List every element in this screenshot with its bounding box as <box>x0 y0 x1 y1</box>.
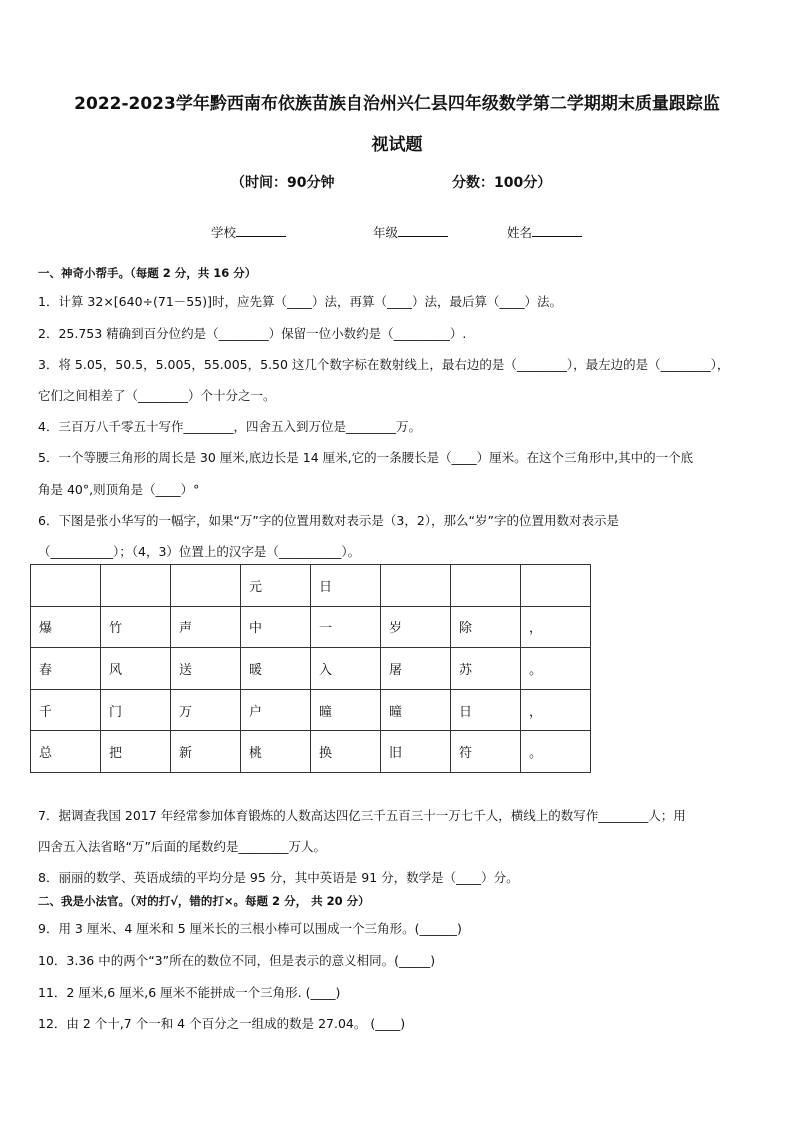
question-1: 1．计算 32×[640÷(71－55)]时，应先算（____）法，再算（____）法，最后算（____）法。 <box>38 294 562 309</box>
grid-cell <box>101 565 171 607</box>
grid-row <box>31 648 591 690</box>
grid-cell: 风 <box>101 648 171 690</box>
section-1-heading: 一、神奇小帮手。（每题 2 分，共 16 分） <box>38 266 257 280</box>
grid-row <box>31 606 591 648</box>
grid-cell <box>521 565 591 607</box>
grade-field <box>373 223 448 241</box>
exam-time: （时间：90分钟 <box>231 175 335 191</box>
grid-cell: 总 <box>31 731 101 773</box>
grid-row <box>31 689 591 731</box>
grid-cell: 一 <box>311 606 381 648</box>
question-7-cont: 四舍五入法省略“万”后面的尾数约是________万人。 <box>38 839 326 854</box>
school-blank <box>236 224 286 237</box>
school-field <box>211 223 286 241</box>
question-10: 10．3.36 中的两个“3”所在的数位不同，但是表示的意义相同。(_____) <box>38 953 436 968</box>
grid-cell: 曈 <box>311 689 381 731</box>
grid-cell <box>451 565 521 607</box>
question-6: 6．下图是张小华写的一幅字，如果“万”字的位置用数对表示是（3，2），那么“岁”字的位置用数对表示是 <box>38 513 620 528</box>
grid-cell: 竹 <box>101 606 171 648</box>
grid-cell: 千 <box>31 689 101 731</box>
grid-cell: 万 <box>171 689 241 731</box>
grid-cell: 日 <box>311 565 381 607</box>
question-8: 8．丽丽的数学、英语成绩的平均分是 95 分，其中英语是 91 分，数学是（____）分。 <box>38 870 519 885</box>
question-9: 9．用 3 厘米、4 厘米和 5 厘米长的三根小棒可以围成一个三角形。(______) <box>38 921 462 936</box>
grid-cell: 旧 <box>381 731 451 773</box>
exam-score: 分数：100分） <box>452 175 552 191</box>
grid-cell: 暖 <box>241 648 311 690</box>
grid-cell: 入 <box>311 648 381 690</box>
grid-cell: 中 <box>241 606 311 648</box>
grid-cell: 苏 <box>451 648 521 690</box>
grid-cell: 岁 <box>381 606 451 648</box>
grid-cell: 门 <box>101 689 171 731</box>
grid-cell <box>171 565 241 607</box>
grid-cell: 曈 <box>381 689 451 731</box>
grid-cell: ， <box>521 606 591 648</box>
grid-row <box>31 731 591 773</box>
grid-cell: 。 <box>521 648 591 690</box>
grid-cell: 屠 <box>381 648 451 690</box>
grade-blank <box>398 224 448 237</box>
grid-cell: 。 <box>521 731 591 773</box>
grid-cell: 送 <box>171 648 241 690</box>
grid-cell: ， <box>521 689 591 731</box>
grid-cell: 把 <box>101 731 171 773</box>
school-label: 学校 <box>211 225 237 240</box>
character-grid <box>30 564 591 773</box>
question-6-cont: （__________）；（4，3）位置上的汉字是（__________）。 <box>38 544 361 559</box>
section-2-heading: 二、我是小法官。（对的打√，错的打×。每题 2 分， 共 20 分） <box>38 894 370 908</box>
question-7: 7．据调查我国 2017 年经常参加体育锻炼的人数高达四亿三千五百三十一万七千人，横线上的数写作________人；用 <box>38 808 686 823</box>
grid-cell: 换 <box>311 731 381 773</box>
grid-row <box>31 565 591 607</box>
question-3: 3．将 5.05，50.5，5.005，55.005，5.50 这几个数字标在数射线上，最右边的是（________），最左边的是（________）， <box>38 357 730 372</box>
grid-cell: 春 <box>31 648 101 690</box>
question-2: 2．25.753 精确到百分位约是（________）保留一位小数约是（_________）. <box>38 326 467 341</box>
question-4: 4．三百万八千零五十写作________，四舍五入到万位是________万。 <box>38 419 421 434</box>
grid-cell <box>381 565 451 607</box>
title-line-1: 2022-2023学年黔西南布依族苗族自治州兴仁县四年级数学第二学期期末质量跟踪监 <box>74 94 720 114</box>
name-field <box>507 223 582 241</box>
grid-cell: 爆 <box>31 606 101 648</box>
question-5-cont: 角是 40°,则顶角是（____）° <box>38 482 200 497</box>
question-3-cont: 它们之间相差了（________）个十分之一。 <box>38 388 276 403</box>
grid-cell: 桃 <box>241 731 311 773</box>
question-5: 5．一个等腰三角形的周长是 30 厘米,底边长是 14 厘米,它的一条腰长是（____）厘米。在这个三角形中,其中的一个底 <box>38 450 694 465</box>
question-11: 11．2 厘米,6 厘米,6 厘米不能拼成一个三角形. (____) <box>38 985 341 1000</box>
grid-cell: 户 <box>241 689 311 731</box>
grid-cell: 日 <box>451 689 521 731</box>
name-blank <box>532 224 582 237</box>
grid-cell: 声 <box>171 606 241 648</box>
name-label: 姓名 <box>507 225 533 240</box>
grid-cell: 新 <box>171 731 241 773</box>
grid-cell: 除 <box>451 606 521 648</box>
grade-label: 年级 <box>373 225 399 240</box>
title-line-2: 视试题 <box>371 135 423 155</box>
grid-cell: 符 <box>451 731 521 773</box>
grid-cell <box>31 565 101 607</box>
grid-cell: 元 <box>241 565 311 607</box>
question-12: 12．由 2 个十,7 个一和 4 个百分之一组成的数是 27.04。 (____) <box>38 1016 406 1031</box>
